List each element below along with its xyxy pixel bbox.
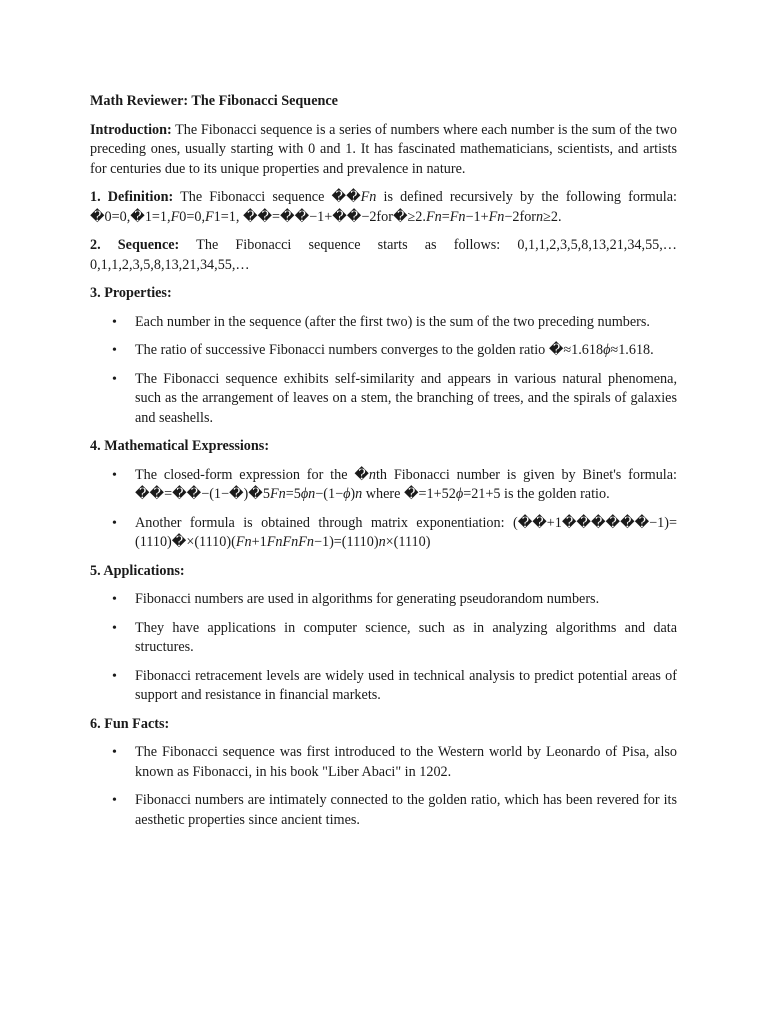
document-page (90, 92, 677, 839)
bullet-icon: • (112, 467, 117, 483)
expressions-list (90, 466, 677, 553)
list-item-text: Another formula is obtained through matrix exponentiation: (��+1������−1)=(1110)�×(1110)( (135, 514, 677, 550)
list-item-text: −(1− (315, 486, 344, 502)
list-item (90, 791, 677, 830)
properties-list (90, 313, 677, 429)
definition-text-2: is defined recursively by the following formula: �0=0,�1=1, (90, 189, 677, 225)
applications-heading: 5. Applications: (90, 562, 185, 579)
intro-label: Introduction: (90, 121, 172, 138)
math-phi: ϕ (343, 486, 351, 502)
list-item-text: They have applications in computer science, such as in analyzing algorithms and data structures. (135, 619, 677, 655)
list-item (90, 514, 677, 553)
definition-math-fn-4: Fn (488, 208, 505, 225)
properties-heading: 3. Properties: (90, 285, 172, 301)
list-item-text: ≈1.618. (610, 342, 654, 358)
definition-math-f0: F (170, 208, 180, 225)
definition-math-fn: Fn (360, 189, 377, 205)
list-item (90, 313, 677, 333)
bullet-icon: • (112, 343, 117, 358)
math-fn: Fn (235, 534, 252, 550)
list-item-text: ×(1110) (385, 534, 431, 550)
definition-paragraph (90, 188, 677, 227)
list-item-text: The closed-form expression for the � (135, 466, 369, 483)
applications-list (90, 590, 677, 706)
bullet-icon: • (112, 592, 117, 607)
list-item-text: The ratio of successive Fibonacci numbers converges to the golden ratio �≈1.618 (135, 342, 604, 358)
intro-text: The Fibonacci sequence is a series of numbers where each number is the sum of the two preceding ones, usually starting with 0 and 1. It has fascinated mathematicians, scientists, and artists for centuries due to its unique properties and prevalence in nature. (90, 121, 677, 177)
list-item-text: +1 (251, 534, 267, 550)
list-item (90, 619, 677, 658)
definition-math-n: n (536, 208, 544, 225)
definition-text-3: 0=0, (179, 208, 205, 225)
list-item (90, 341, 677, 361)
bullet-icon: • (112, 620, 117, 636)
list-item-text: =5 (285, 486, 301, 502)
list-item (90, 590, 677, 610)
list-item-text: where �=1+52 (362, 486, 456, 502)
bullet-icon: • (112, 793, 117, 808)
list-item (90, 466, 677, 505)
math-phi: ϕ (603, 342, 611, 358)
math-phi: ϕ (455, 486, 464, 502)
intro-paragraph (90, 121, 677, 180)
list-item (90, 370, 677, 429)
list-item-text: Fibonacci retracement levels are widely used in technical analysis to predict potential areas of support and resistance in financial markets. (135, 667, 677, 703)
math-fn: Fn (269, 486, 286, 502)
funfacts-list (90, 743, 677, 830)
definition-text-1: The Fibonacci sequence �� (173, 189, 361, 205)
bullet-icon: • (112, 515, 117, 531)
definition-text-5: = (441, 208, 450, 225)
list-item (90, 667, 677, 706)
list-item (90, 743, 677, 782)
definition-text-4: 1=1, ��=��−1+��−2for�≥2. (213, 208, 426, 225)
bullet-icon: • (112, 745, 117, 760)
list-item-text: Fibonacci numbers are used in algorithms for generating pseudorandom numbers. (135, 591, 600, 607)
math-fn-sequence: FnFnFn (266, 534, 314, 550)
bullet-icon: • (112, 371, 117, 387)
expressions-heading: 4. Mathematical Expressions: (90, 438, 270, 454)
bullet-icon: • (112, 314, 117, 330)
definition-math-fn-3: Fn (449, 208, 466, 225)
list-item-text: Fibonacci numbers are intimately connected to the golden ratio, which has been revered for its aesthetic properties since ancient times. (135, 792, 677, 828)
math-n: n (368, 466, 376, 483)
list-item-text: The Fibonacci sequence was first introduced to the Western world by Leonardo of Pisa, also known as Fibonacci, in his book "Liber Abaci" in 1202. (135, 744, 677, 780)
sequence-label: 2. Sequence: (90, 237, 180, 253)
definition-math-fn-2: Fn (425, 208, 442, 225)
list-item-text: ) (350, 486, 356, 502)
definition-text-6: −1+ (465, 208, 489, 225)
definition-label: 1. Definition: (90, 189, 174, 205)
sequence-text: The Fibonacci sequence starts as follows: 0,1,1,2,3,5,8,13,21,34,55,… 0,1,1,2,3,5,8,13,21,34,55,… (90, 237, 677, 273)
sequence-paragraph (90, 236, 677, 275)
list-item-text: Each number in the sequence (after the first two) is the sum of the two preceding numbers. (135, 313, 650, 330)
math-n: n (355, 486, 363, 502)
definition-math-f1: F (205, 208, 214, 225)
list-item-text: The Fibonacci sequence exhibits self-similarity and appears in various natural phenomena, such as the arrangement of leaves on a stem, the branching of trees, and the spirals of galaxies and seashells. (135, 370, 677, 426)
bullet-icon: • (112, 668, 117, 684)
math-n: n (378, 534, 386, 550)
list-item-text: =21+5 is the golden ratio. (463, 486, 610, 502)
list-item-text: −1)=(1110) (313, 534, 379, 550)
funfacts-heading: 6. Fun Facts: (90, 715, 170, 732)
list-item-text: th Fibonacci number is given by Binet's formula: ��=��−(1−�)�5 (135, 466, 677, 502)
document-title: Math Reviewer: The Fibonacci Sequence (90, 93, 338, 109)
definition-text-8: ≥2. (543, 208, 562, 225)
definition-text-7: −2for (504, 208, 537, 225)
math-phi-n: ϕn (300, 486, 316, 502)
